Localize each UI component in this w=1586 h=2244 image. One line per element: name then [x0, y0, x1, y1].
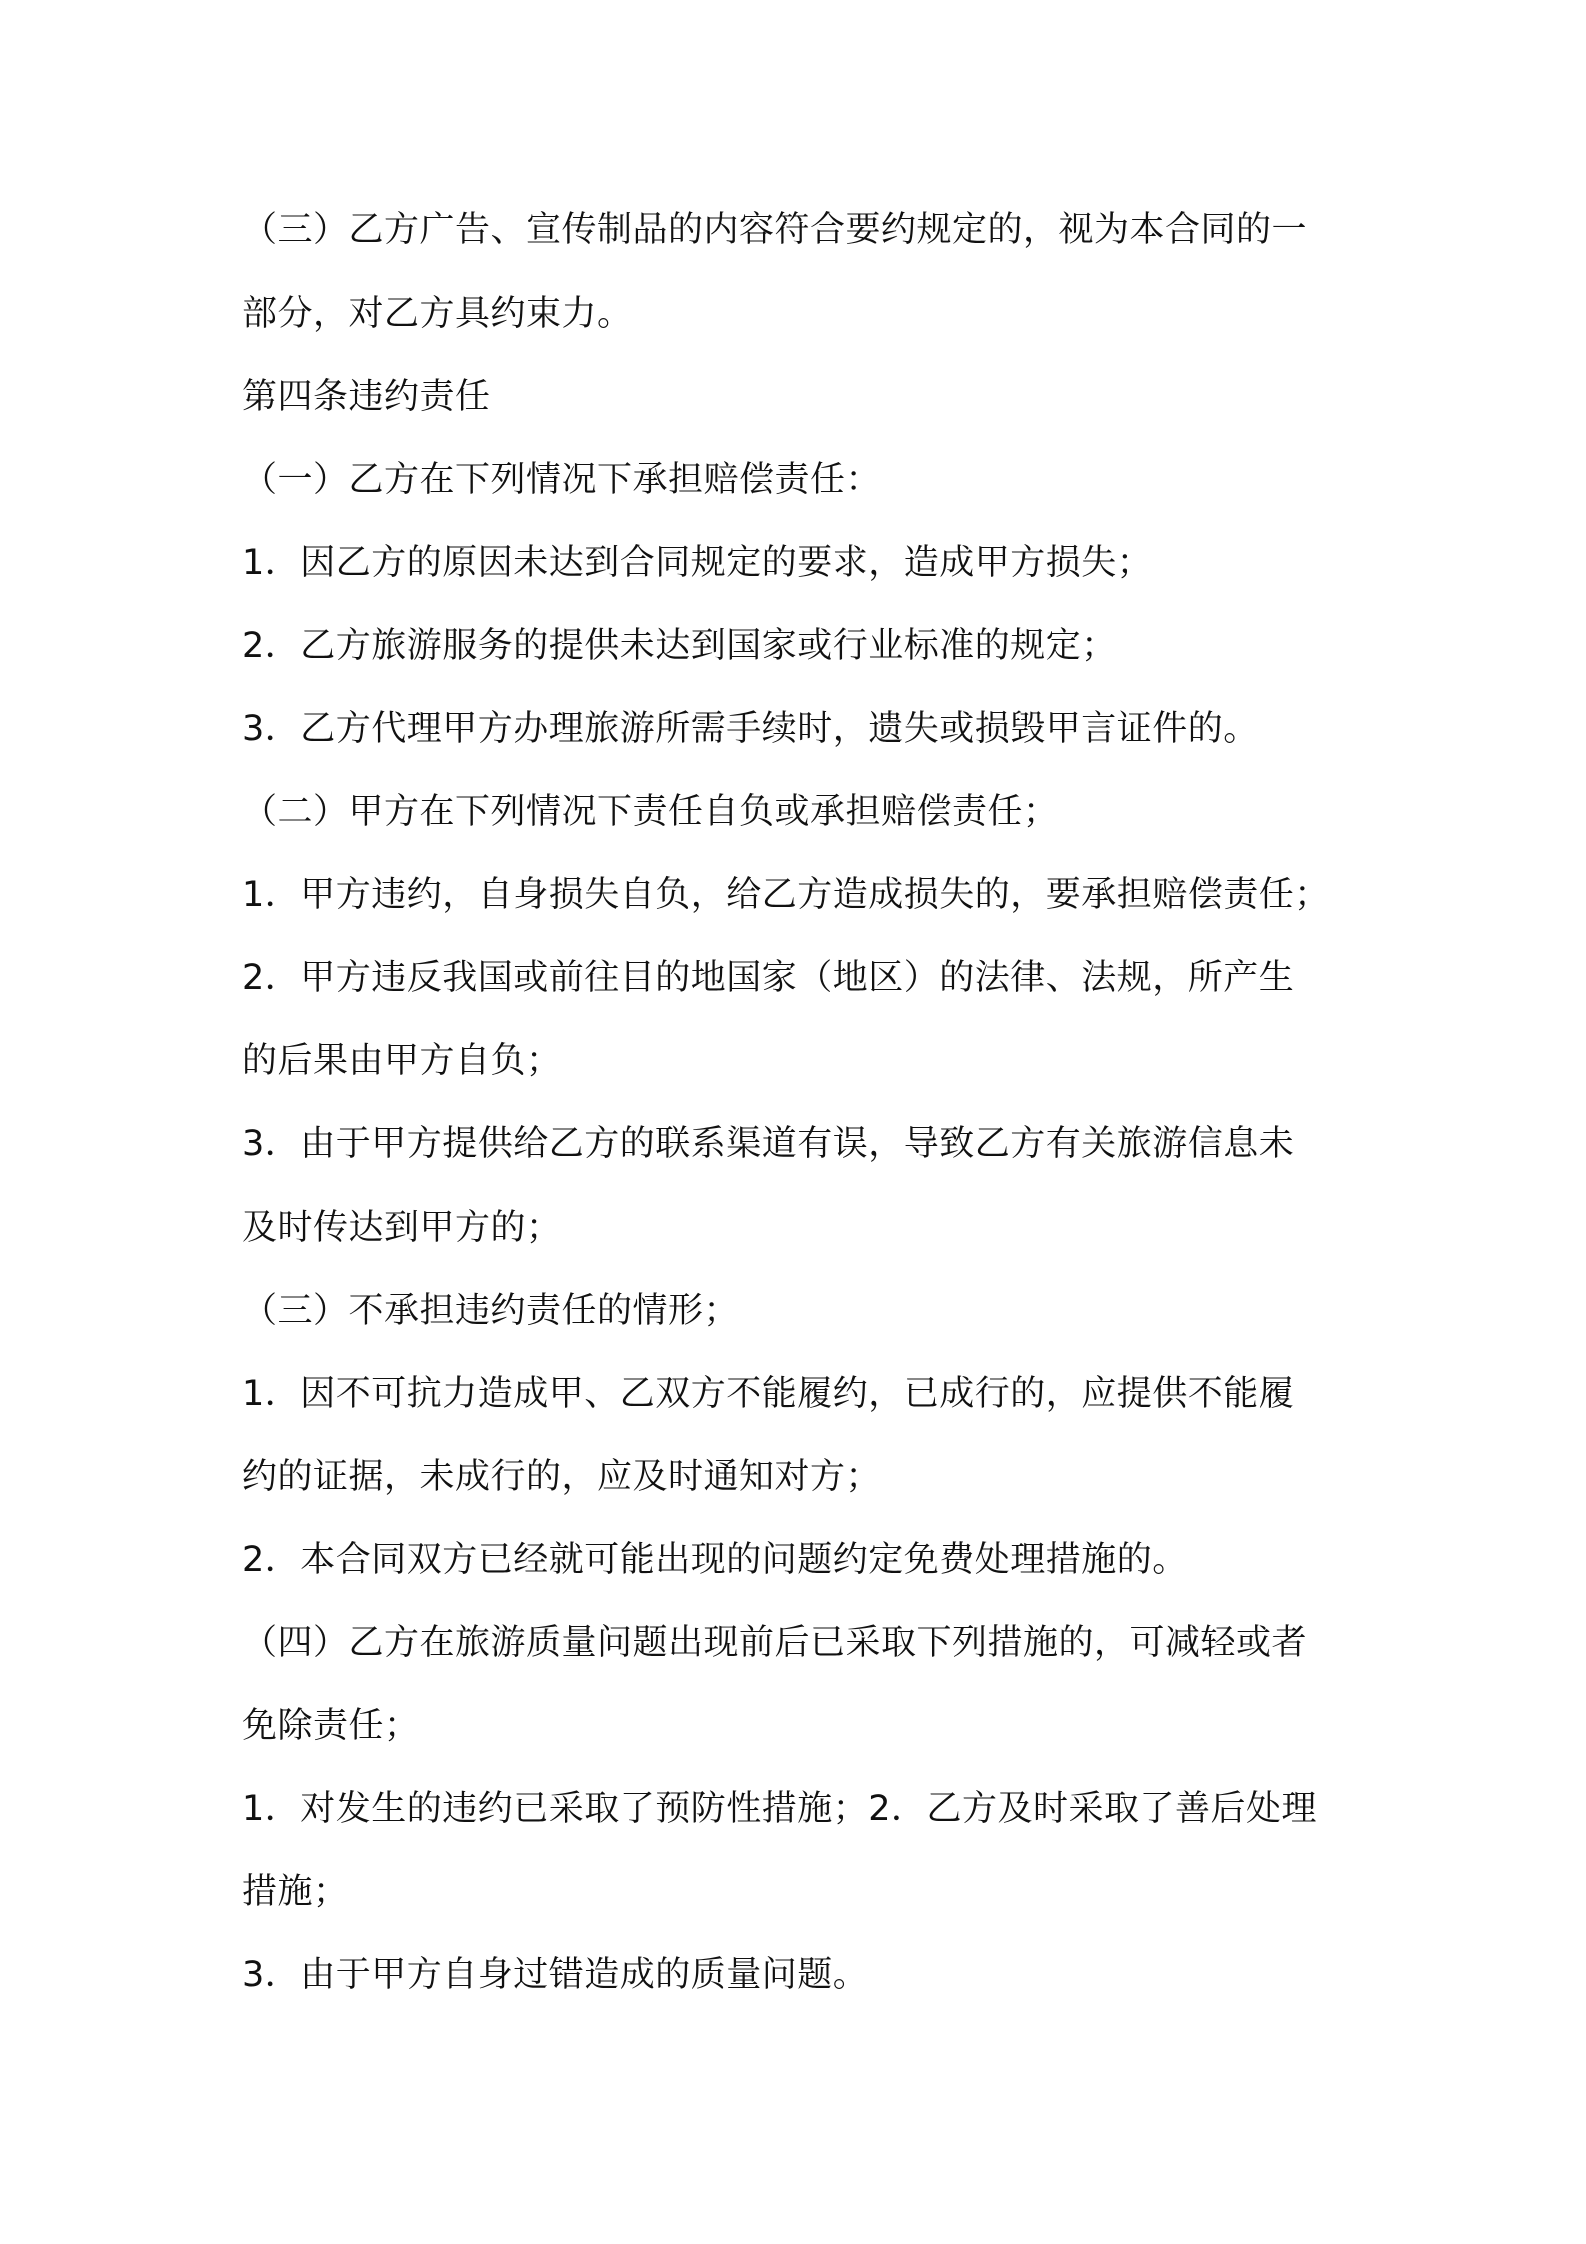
paragraph-line: 3．由于甲方自身过错造成的质量问题。 [242, 1955, 869, 1995]
paragraph-line: 约的证据，未成行的，应及时通知对方； [242, 1457, 882, 1497]
paragraph-line: 2．乙方旅游服务的提供未达到国家或行业标准的规定； [242, 626, 1117, 666]
paragraph-line: 3．乙方代理甲方办理旅游所需手续时，遗失或损毁甲言证件的。 [242, 709, 1259, 749]
paragraph-line: 免除责任； [242, 1706, 420, 1746]
paragraph-line: （三）不承担违约责任的情形； [242, 1291, 740, 1331]
paragraph-line: 的后果由甲方自负； [242, 1041, 562, 1081]
paragraph-line: （四）乙方在旅游质量问题出现前后已采取下列措施的，可减轻或者 [242, 1623, 1308, 1663]
paragraph-line: 1．因不可抗力造成甲、乙双方不能履约，已成行的，应提供不能履 [242, 1374, 1295, 1414]
paragraph-line: 2．甲方违反我国或前往目的地国家（地区）的法律、法规，所产生 [242, 958, 1295, 998]
paragraph-line: 部分，对乙方具约束力。 [242, 294, 633, 334]
paragraph-line: 措施； [242, 1872, 349, 1912]
paragraph-line: 2．本合同双方已经就可能出现的问题约定免费处理措施的。 [242, 1540, 1188, 1580]
section-heading: 第四条违约责任 [242, 377, 491, 417]
paragraph-line: （一）乙方在下列情况下承担赔偿责任： [242, 460, 882, 500]
paragraph-line: （三）乙方广告、宣传制品的内容符合要约规定的，视为本合同的一 [242, 210, 1308, 250]
paragraph-line: （二）甲方在下列情况下责任自负或承担赔偿责任； [242, 792, 1059, 832]
paragraph-line: 1．因乙方的原因未达到合同规定的要求，造成甲方损失； [242, 543, 1153, 583]
paragraph-line: 1．甲方违约，自身损失自负，给乙方造成损失的，要承担赔偿责任； [242, 875, 1330, 915]
paragraph-line: 1．对发生的违约已采取了预防性措施；2．乙方及时采取了善后处理 [242, 1789, 1318, 1829]
paragraph-line: 及时传达到甲方的； [242, 1208, 562, 1248]
paragraph-line: 3．由于甲方提供给乙方的联系渠道有误，导致乙方有关旅游信息未 [242, 1124, 1295, 1164]
